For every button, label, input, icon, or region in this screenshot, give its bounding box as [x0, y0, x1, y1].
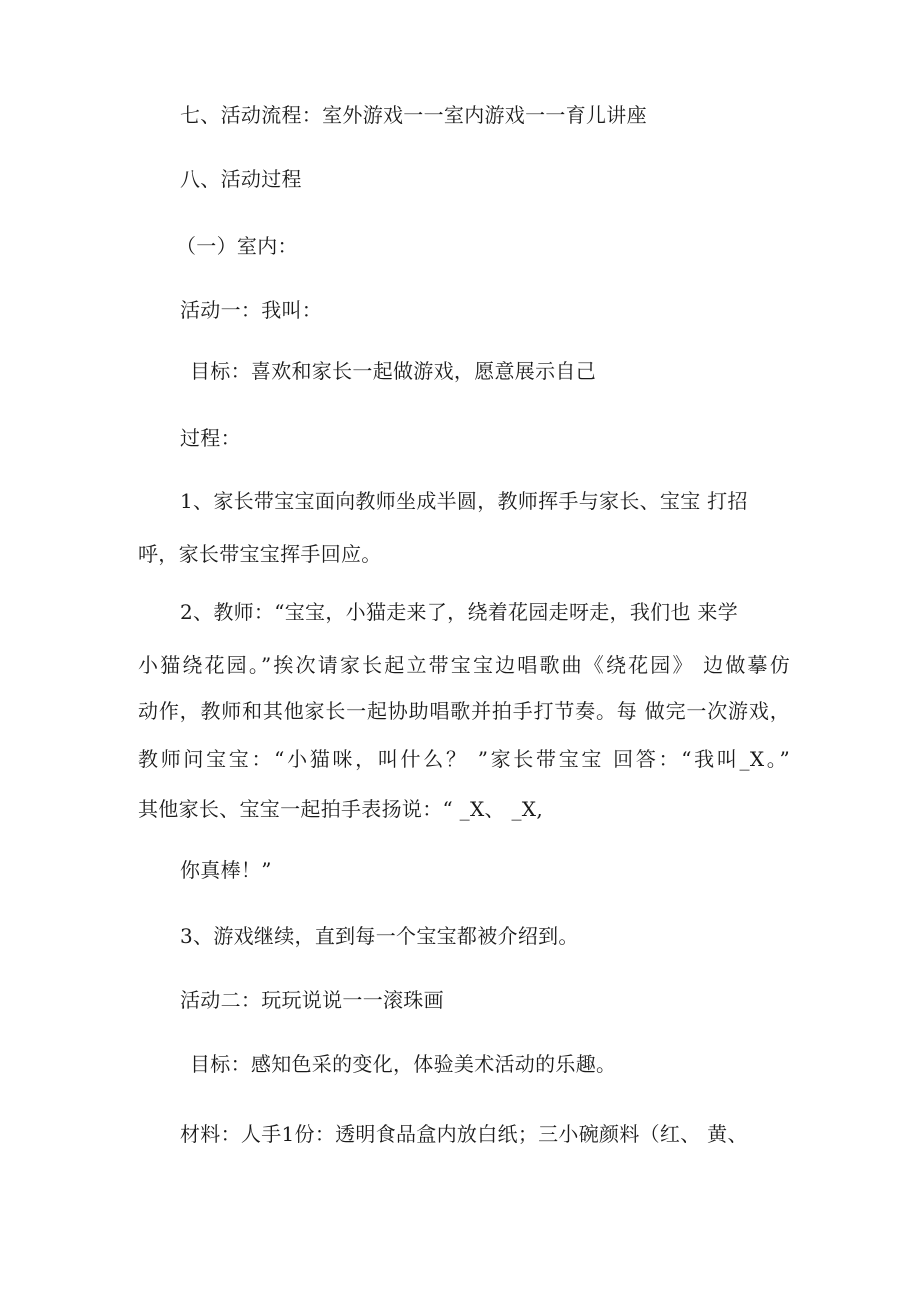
- paragraph-step-2-line-2: 小猫绕花园。”挨次请家长起立带宝宝边唱歌曲《绕花园》 边做摹仿: [138, 653, 790, 677]
- paragraph-step-1-line-1: 1、家长带宝宝面向教师坐成半圆，教师挥手与家长、宝宝 打招: [180, 489, 748, 513]
- paragraph-step-3: 3、游戏继续，直到每一个宝宝都被介绍到。: [180, 924, 579, 948]
- paragraph-step-2-line-4: 教师问宝宝：“小猫咪，叫什么？ ”家长带宝宝 回答：“我叫_X。”: [138, 747, 790, 771]
- activity-one-title: 活动一：我叫：: [180, 298, 323, 322]
- paragraph-step-2-line-1: 2、教师：“宝宝，小猫走来了，绕着花园走呀走，我们也 来学: [180, 600, 739, 624]
- paragraph-step-2-line-6: 你真棒！”: [180, 858, 272, 882]
- activity-two-materials: 材料：人手1份：透明食品盒内放白纸；三小碗颜料（红、 黄、: [180, 1122, 748, 1146]
- section-heading-flow: 七、活动流程：室外游戏一一室内游戏一一育儿讲座: [180, 103, 647, 127]
- subsection-indoor: （一）室内：: [176, 234, 298, 258]
- paragraph-step-2-line-3: 动作，教师和其他家长一起协助唱歌并拍手打节奏。每 做完一次游戏，: [138, 699, 790, 723]
- section-heading-process: 八、活动过程: [180, 167, 302, 191]
- activity-two-title: 活动二：玩玩说说一一滚珠画: [180, 988, 444, 1012]
- process-label: 过程：: [180, 426, 241, 450]
- activity-one-goal: 目标：喜欢和家长一起做游戏，愿意展示自己: [190, 359, 596, 383]
- paragraph-step-2-line-5: 其他家长、宝宝一起拍手表扬说：“ _X、 _X,: [138, 797, 543, 821]
- paragraph-step-1-line-2: 呼，家长带宝宝挥手回应。: [138, 542, 382, 566]
- activity-two-goal: 目标：感知色采的变化，体验美术活动的乐趣。: [190, 1052, 617, 1076]
